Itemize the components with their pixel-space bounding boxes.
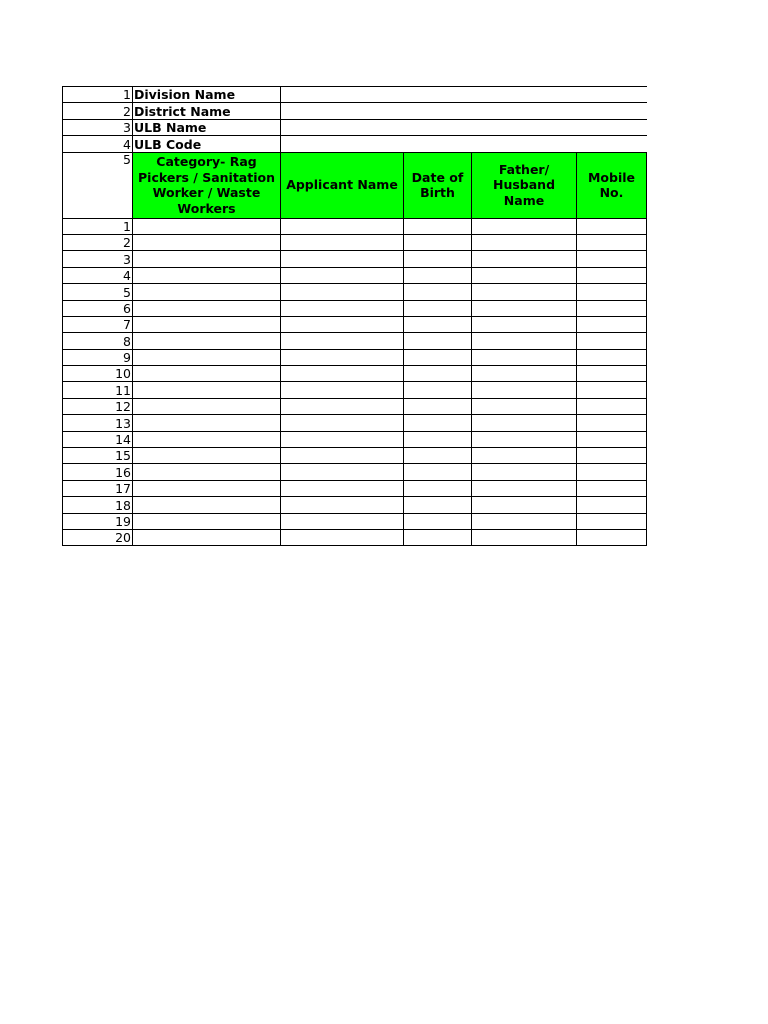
date-of-birth-cell[interactable]: [404, 529, 472, 545]
father-husband-name-cell[interactable]: [472, 448, 577, 464]
row-number: 14: [63, 431, 133, 447]
mobile-no-cell[interactable]: [577, 529, 647, 545]
father-husband-name-cell[interactable]: [472, 513, 577, 529]
table-row: [63, 300, 647, 316]
applicant-name-cell[interactable]: [281, 464, 404, 480]
father-husband-name-cell[interactable]: [472, 464, 577, 480]
district-name-value[interactable]: [281, 103, 647, 119]
category-cell[interactable]: [133, 300, 281, 316]
row-number: 5: [63, 284, 133, 300]
table-row: [63, 382, 647, 398]
table-row: [63, 218, 647, 234]
applicant-name-cell[interactable]: [281, 333, 404, 349]
category-cell[interactable]: [133, 333, 281, 349]
row-number: 7: [63, 316, 133, 332]
row-number: 3: [63, 251, 133, 267]
date-of-birth-cell[interactable]: [404, 497, 472, 513]
table-row: [63, 497, 647, 513]
table-row: [63, 398, 647, 414]
father-husband-name-cell[interactable]: [472, 415, 577, 431]
date-of-birth-cell[interactable]: [404, 448, 472, 464]
row-number: 3: [63, 119, 133, 135]
ulb-name-label: ULB Name: [133, 119, 281, 135]
row-number: 12: [63, 398, 133, 414]
row-number: 6: [63, 300, 133, 316]
table-row: [63, 431, 647, 447]
category-cell[interactable]: [133, 415, 281, 431]
date-of-birth-cell[interactable]: [404, 349, 472, 365]
applicant-name-cell[interactable]: [281, 529, 404, 545]
row-number: 17: [63, 480, 133, 496]
row-number: 19: [63, 513, 133, 529]
row-number: 8: [63, 333, 133, 349]
applicant-name-cell[interactable]: [281, 267, 404, 283]
category-cell[interactable]: [133, 480, 281, 496]
applicant-name-cell[interactable]: [281, 218, 404, 234]
applicant-name-cell[interactable]: [281, 300, 404, 316]
date-of-birth-cell[interactable]: [404, 480, 472, 496]
date-of-birth-cell[interactable]: [404, 431, 472, 447]
column-header-mobile-no: Mobile No.: [577, 152, 647, 218]
date-of-birth-cell[interactable]: [404, 267, 472, 283]
father-husband-name-cell[interactable]: [472, 497, 577, 513]
date-of-birth-cell[interactable]: [404, 464, 472, 480]
mobile-no-cell[interactable]: [577, 218, 647, 234]
applicant-name-cell[interactable]: [281, 234, 404, 250]
father-husband-name-cell[interactable]: [472, 267, 577, 283]
row-number: 2: [63, 234, 133, 250]
row-number: 2: [63, 103, 133, 119]
table-row: [63, 284, 647, 300]
applicant-name-cell[interactable]: [281, 382, 404, 398]
father-husband-name-cell[interactable]: [472, 316, 577, 332]
table-row: [63, 415, 647, 431]
row-number: 9: [63, 349, 133, 365]
mobile-no-cell[interactable]: [577, 464, 647, 480]
date-of-birth-cell[interactable]: [404, 251, 472, 267]
date-of-birth-cell[interactable]: [404, 366, 472, 382]
category-cell[interactable]: [133, 267, 281, 283]
mobile-no-cell[interactable]: [577, 316, 647, 332]
date-of-birth-cell[interactable]: [404, 316, 472, 332]
mobile-no-cell[interactable]: [577, 251, 647, 267]
date-of-birth-cell[interactable]: [404, 300, 472, 316]
table-row: [63, 513, 647, 529]
table-row: [63, 464, 647, 480]
father-husband-name-cell[interactable]: [472, 431, 577, 447]
category-cell[interactable]: [133, 316, 281, 332]
table-row: [63, 333, 647, 349]
category-cell[interactable]: [133, 497, 281, 513]
row-number: 5: [63, 152, 133, 218]
ulb-code-label: ULB Code: [133, 136, 281, 152]
category-cell[interactable]: [133, 251, 281, 267]
date-of-birth-cell[interactable]: [404, 415, 472, 431]
father-husband-name-cell[interactable]: [472, 333, 577, 349]
mobile-no-cell[interactable]: [577, 300, 647, 316]
category-cell[interactable]: [133, 218, 281, 234]
table-row: [63, 366, 647, 382]
row-number: 16: [63, 464, 133, 480]
row-number: 18: [63, 497, 133, 513]
mobile-no-cell[interactable]: [577, 398, 647, 414]
category-cell[interactable]: [133, 448, 281, 464]
row-number: 20: [63, 529, 133, 545]
table-row: [63, 448, 647, 464]
date-of-birth-cell[interactable]: [404, 382, 472, 398]
mobile-no-cell[interactable]: [577, 448, 647, 464]
father-husband-name-cell[interactable]: [472, 251, 577, 267]
category-cell[interactable]: [133, 234, 281, 250]
applicant-name-cell[interactable]: [281, 497, 404, 513]
row-number: 11: [63, 382, 133, 398]
ulb-name-value[interactable]: [281, 119, 647, 135]
column-header-category: Category- Rag Pickers / Sanitation Worker / Waste Workers: [133, 152, 281, 218]
applicant-name-cell[interactable]: [281, 415, 404, 431]
table-row: [63, 234, 647, 250]
father-husband-name-cell[interactable]: [472, 349, 577, 365]
applicant-name-cell[interactable]: [281, 316, 404, 332]
mobile-no-cell[interactable]: [577, 382, 647, 398]
mobile-no-cell[interactable]: [577, 234, 647, 250]
row-number: 4: [63, 136, 133, 152]
father-husband-name-cell[interactable]: [472, 234, 577, 250]
mobile-no-cell[interactable]: [577, 431, 647, 447]
table-row: [63, 480, 647, 496]
row-number: 13: [63, 415, 133, 431]
mobile-no-cell[interactable]: [577, 284, 647, 300]
category-cell[interactable]: [133, 513, 281, 529]
mobile-no-cell[interactable]: [577, 349, 647, 365]
category-cell[interactable]: [133, 431, 281, 447]
applicant-name-cell[interactable]: [281, 513, 404, 529]
form-table-body: [63, 87, 647, 546]
father-husband-name-cell[interactable]: [472, 218, 577, 234]
category-cell[interactable]: [133, 366, 281, 382]
info-row: [63, 136, 647, 152]
category-cell[interactable]: [133, 382, 281, 398]
father-husband-name-cell[interactable]: [472, 366, 577, 382]
table-row: [63, 251, 647, 267]
mobile-no-cell[interactable]: [577, 333, 647, 349]
date-of-birth-cell[interactable]: [404, 284, 472, 300]
applicant-name-cell[interactable]: [281, 366, 404, 382]
row-number: 1: [63, 87, 133, 103]
father-husband-name-cell[interactable]: [472, 382, 577, 398]
table-row: [63, 267, 647, 283]
table-row: [63, 349, 647, 365]
category-cell[interactable]: [133, 464, 281, 480]
date-of-birth-cell[interactable]: [404, 398, 472, 414]
mobile-no-cell[interactable]: [577, 415, 647, 431]
table-row: [63, 529, 647, 545]
mobile-no-cell[interactable]: [577, 267, 647, 283]
father-husband-name-cell[interactable]: [472, 284, 577, 300]
category-cell[interactable]: [133, 284, 281, 300]
info-row: [63, 103, 647, 119]
applicant-name-cell[interactable]: [281, 284, 404, 300]
ulb-code-value[interactable]: [281, 136, 647, 152]
info-row: [63, 87, 647, 103]
date-of-birth-cell[interactable]: [404, 513, 472, 529]
info-row: [63, 119, 647, 135]
applicant-name-cell[interactable]: [281, 448, 404, 464]
division-name-label: Division Name: [133, 87, 281, 103]
date-of-birth-cell[interactable]: [404, 234, 472, 250]
father-husband-name-cell[interactable]: [472, 480, 577, 496]
mobile-no-cell[interactable]: [577, 497, 647, 513]
category-cell[interactable]: [133, 529, 281, 545]
column-header-applicant-name: Applicant Name: [281, 152, 404, 218]
row-number: 10: [63, 366, 133, 382]
division-name-value[interactable]: [281, 87, 647, 103]
date-of-birth-cell[interactable]: [404, 333, 472, 349]
district-name-label: District Name: [133, 103, 281, 119]
category-cell[interactable]: [133, 398, 281, 414]
applicant-name-cell[interactable]: [281, 398, 404, 414]
column-header-row: [63, 152, 647, 218]
category-cell[interactable]: [133, 349, 281, 365]
mobile-no-cell[interactable]: [577, 366, 647, 382]
applicant-name-cell[interactable]: [281, 349, 404, 365]
applicant-form-table: [62, 86, 647, 546]
row-number: 15: [63, 448, 133, 464]
column-header-father-husband-name: Father/ Husband Name: [472, 152, 577, 218]
father-husband-name-cell[interactable]: [472, 398, 577, 414]
mobile-no-cell[interactable]: [577, 480, 647, 496]
column-header-date-of-birth: Date of Birth: [404, 152, 472, 218]
table-row: [63, 316, 647, 332]
applicant-name-cell[interactable]: [281, 431, 404, 447]
date-of-birth-cell[interactable]: [404, 218, 472, 234]
applicant-name-cell[interactable]: [281, 480, 404, 496]
father-husband-name-cell[interactable]: [472, 300, 577, 316]
row-number: 1: [63, 218, 133, 234]
mobile-no-cell[interactable]: [577, 513, 647, 529]
father-husband-name-cell[interactable]: [472, 529, 577, 545]
row-number: 4: [63, 267, 133, 283]
applicant-name-cell[interactable]: [281, 251, 404, 267]
